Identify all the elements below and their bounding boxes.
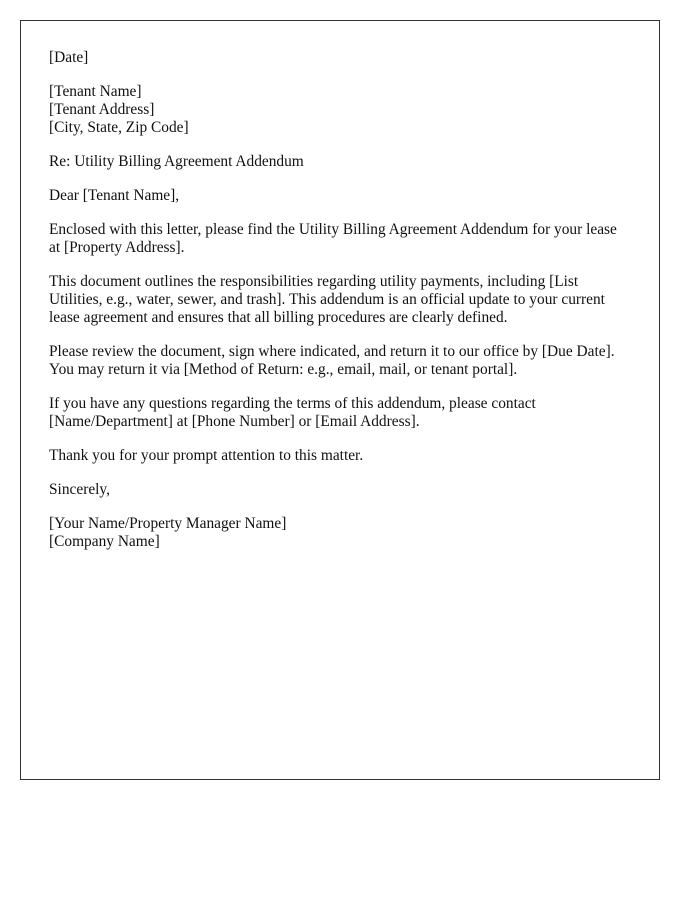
body-paragraph-responsibilities: This document outlines the responsibilities regarding utility payments, including [List Utilities, e.g., water, sewer, and trash]. This addendum is an official update to your current lease agreement and ensures that all billing procedures are clearly defined. [49, 273, 605, 326]
subject-line: Re: Utility Billing Agreement Addendum [49, 153, 304, 170]
body-paragraph-contact: If you have any questions regarding the terms of this addendum, please contact [Name/Department] at [Phone Number] or [Email Address]. [49, 395, 536, 430]
letter-date: [Date] [49, 49, 89, 66]
body-paragraph-thanks: Thank you for your prompt attention to this matter. [49, 447, 364, 464]
salutation: Dear [Tenant Name], [49, 187, 180, 204]
signature-name: [Your Name/Property Manager Name] [49, 515, 287, 532]
letter-page [20, 20, 660, 780]
body-paragraph-instructions: Please review the document, sign where indicated, and return it to our office by [Due Date]. You may return it via [Method of Return: e.g., email, mail, or tenant portal]. [49, 343, 615, 378]
body-paragraph-enclosure: Enclosed with this letter, please find the Utility Billing Agreement Addendum for your lease at [Property Address]. [49, 221, 617, 256]
closing: Sincerely, [49, 481, 110, 498]
signature-block [49, 515, 631, 551]
recipient-city-state-zip: [City, State, Zip Code] [49, 119, 189, 136]
recipient-block [49, 83, 631, 137]
recipient-name: [Tenant Name] [49, 83, 142, 100]
signature-company: [Company Name] [49, 533, 160, 550]
recipient-address: [Tenant Address] [49, 101, 155, 118]
